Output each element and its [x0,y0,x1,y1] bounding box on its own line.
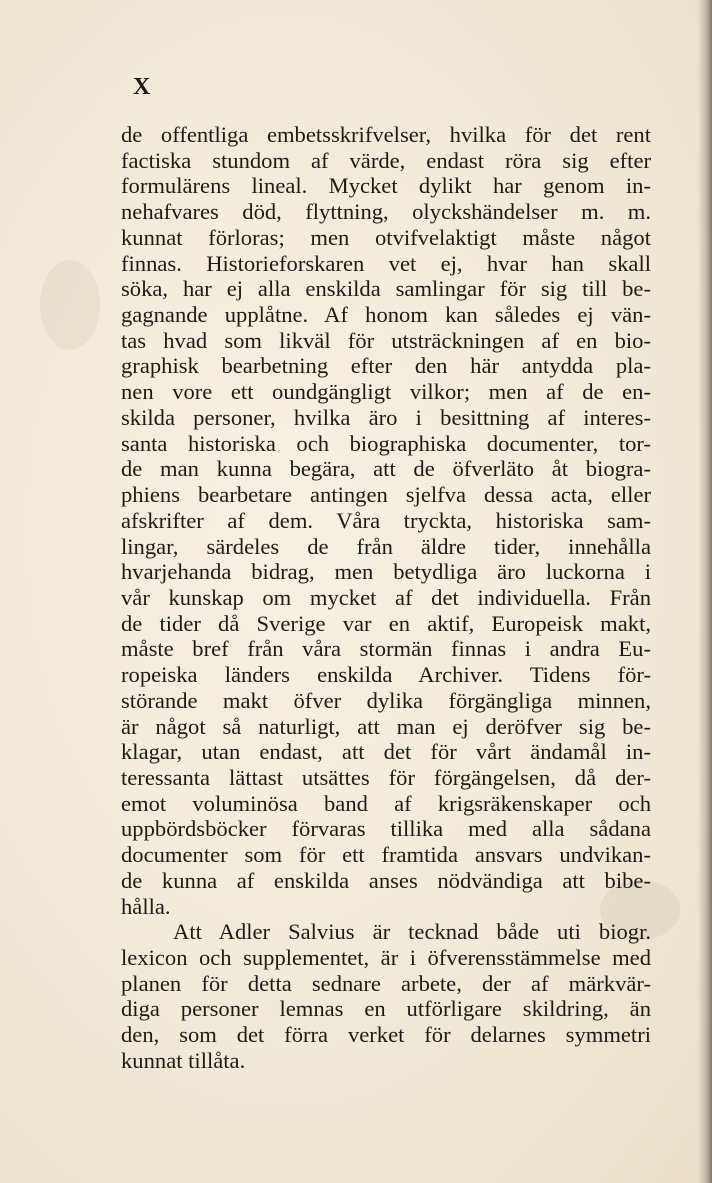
text-line: santa historiska och biographiska documenter, tor- [121,430,651,456]
text-line: phiens bearbetare antingen sjelfva dessa acta, eller [121,482,651,508]
text-line: ropeiska länders enskilda Archiver. Tidens för- [121,662,651,688]
text-line: skilda personer, hvilka äro i besittning af interes- [121,404,651,430]
text-line: planen för detta sednare arbete, der af märkvär- [121,970,651,996]
text-line: teressanta lättast utsättes för förgängelsen, då der- [121,764,651,790]
text-line: emot voluminösa band af krigsräkenskaper och [121,790,651,816]
text-line: uppbördsböcker förvaras tillika med alla sådana [121,816,651,842]
body-text [121,122,651,1074]
text-line: störande makt öfver dylika förgängliga minnen, [121,687,651,713]
text-line: de man kunna begära, att de öfverläto åt biogra- [121,456,651,482]
text-line: graphisk bearbetning efter den här antydda pla- [121,353,651,379]
text-line: nehafvares död, flyttning, olyckshändelser m. m. [121,199,651,225]
text-line: formulärens lineal. Mycket dylikt har genom in- [121,173,651,199]
text-line: de offentliga embetsskrifvelser, hvilka för det rent [121,122,651,147]
text-line: tas hvad som likväl för utsträckningen af en bio- [121,327,651,353]
text-line: söka, har ej alla enskilda samlingar för sig till be- [121,276,651,302]
page-edge-shadow [698,0,712,1183]
text-line: finnas. Historieforskaren vet ej, hvar han skall [121,250,651,276]
text-line: den, som det förra verket för delarnes symmetri [121,1022,651,1048]
text-line: kunnat tillåta. [121,1047,246,1073]
text-line: afskrifter af dem. Våra tryckta, historiska sam- [121,507,651,533]
text-line: de tider då Sverige var en aktif, Europeisk makt, [121,610,651,636]
text-line: de kunna af enskilda anses nödvändiga att bibe- [121,867,651,893]
text-line: lexicon och supplementet, är i öfverensstämmelse med [121,945,651,970]
text-line: lingar, särdeles de från äldre tider, innehålla [121,533,651,559]
text-line: måste bref från våra stormän finnas i andra Eu- [121,636,651,662]
text-line: gagnande upplåtne. Af honom kan således ej vän- [121,302,651,328]
text-line: vår kunskap om mycket af det individuella. Från [121,584,651,610]
text-line: klagar, utan endast, att det för vårt ändamål in- [121,739,651,765]
text-line: nen vore ett oundgängligt vilkor; men af de en- [121,379,651,405]
text-line: Att Adler Salvius är tecknad både uti biogr. [173,919,651,945]
text-line: documenter som för ett framtida ansvars undvikan- [121,842,651,868]
page-number: X [133,74,152,100]
text-line: hålla. [121,893,171,919]
text-line: är något så naturligt, att man ej deröfver sig be- [121,713,651,739]
text-line: factiska stundom af värde, endast röra sig efter [121,147,651,173]
text-line: kunnat förloras; men otvifvelaktigt måste något [121,224,651,250]
text-line: diga personer lemnas en utförligare skildring, än [121,996,651,1022]
text-line: hvarjehanda bidrag, men betydliga äro luckorna i [121,559,651,585]
paper-stain [40,260,100,350]
